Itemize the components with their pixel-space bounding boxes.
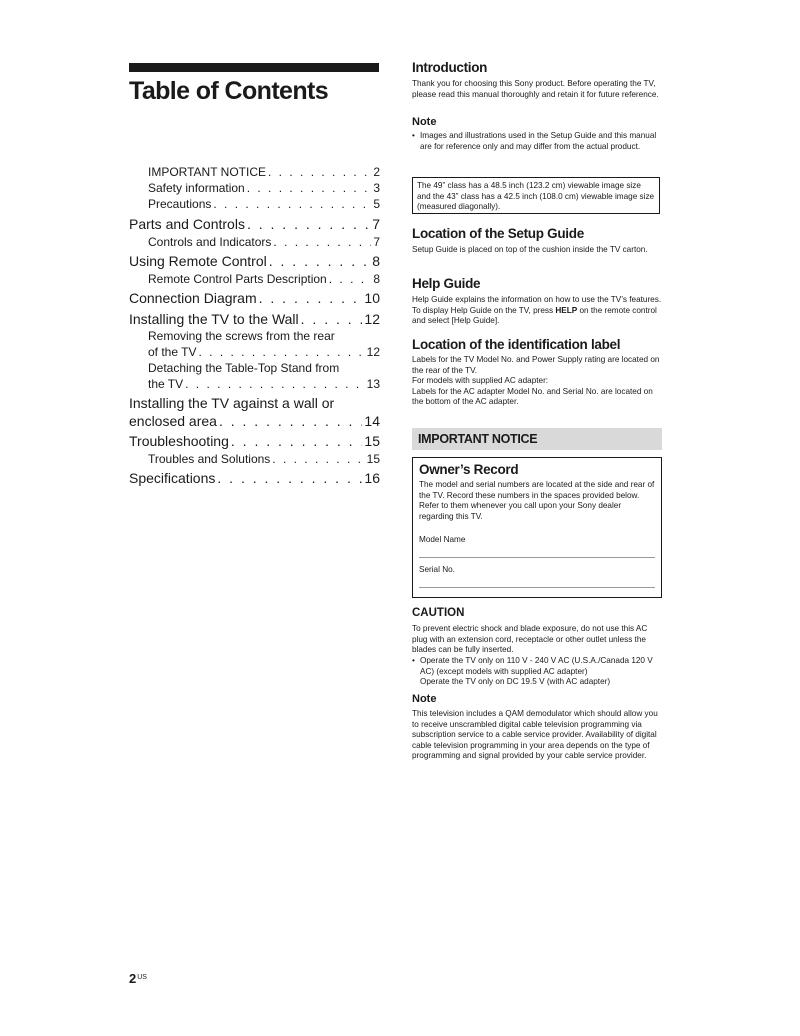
toc-entry-page: 16 — [364, 470, 380, 486]
toc-entry-page: 7 — [372, 216, 380, 232]
toc-entry-page: 10 — [364, 290, 380, 306]
toc-entry-page: 8 — [372, 253, 380, 269]
toc-entry-label: Parts and Controls — [129, 216, 245, 232]
caution-bullet — [412, 656, 664, 688]
id-label-text: Labels for the TV Model No. and Power Supply rating are located on the rear of the TV. For models with supplied AC adapter: Labels for the AC adapter Model No. and Serial No. are located on the bottom of the AC adapter. — [412, 355, 660, 407]
owners-record-box — [412, 457, 662, 598]
toc-entry-label: enclosed area — [129, 413, 217, 429]
toc-entry-page: 7 — [373, 235, 380, 249]
note2-text: This television includes a QAM demodulator which should allow you to receive unscrambled digital cable television programming via subscription service to a cable service provider. Availability of digital cable television programming in your area depends on the type of programming and signal provided by your cable service provider. — [412, 709, 658, 761]
caution-bullet-line1: • Operate the TV only on 110 V - 240 V AC (U.S.A./Canada 120 V AC) (except models with supplied AC adapter) — [420, 656, 653, 676]
toc-entry-removing-screws-line1[interactable]: Removing the screws from the rear — [148, 329, 335, 343]
toc-entry-label: Precautions — [148, 197, 212, 211]
toc-entry-page: 15 — [364, 433, 380, 449]
toc-entry-page: 5 — [373, 197, 380, 211]
toc-entry-label: Remote Control Parts Description — [148, 272, 327, 286]
toc-title: Table of Contents — [129, 77, 329, 105]
region-code: US — [137, 974, 147, 981]
id-label-heading: Location of the identification label — [412, 337, 621, 352]
toc-entry-precautions[interactable] — [148, 196, 380, 212]
help-guide-text: Help Guide explains the information on how to use the TV’s features. To display Help Guide on the TV, press HELP on the remote control and select [Help Guide]. — [412, 295, 662, 326]
setup-guide-heading: Location of the Setup Guide — [412, 226, 584, 241]
toc-entry-enclosed-area-line1[interactable]: Installing the TV against a wall or — [129, 395, 335, 411]
toc-title-bar — [129, 63, 379, 72]
model-name-label: Model Name — [419, 535, 466, 544]
toc-entry-detaching-stand-line1[interactable]: Detaching the Table-Top Stand from — [148, 361, 340, 375]
toc-entry-parts-and-controls[interactable] — [129, 216, 380, 232]
toc-entry-using-remote-control[interactable] — [129, 253, 380, 269]
owners-record-heading: Owner’s Record — [419, 462, 519, 477]
caution-heading: CAUTION — [412, 607, 465, 619]
toc-entry-troubleshooting[interactable] — [129, 433, 380, 449]
toc-entry-label: Troubles and Solutions — [148, 452, 271, 466]
toc-entry-controls-and-indicators[interactable] — [148, 234, 380, 250]
toc-entry-page: 13 — [366, 377, 380, 391]
toc-entry-label: Using Remote Control — [129, 253, 267, 269]
toc-entry-troubles-and-solutions[interactable] — [148, 451, 380, 467]
page-number: $2^{US}$ — [129, 971, 147, 986]
serial-no-label: Serial No. — [419, 565, 455, 574]
help-guide-heading: Help Guide — [412, 276, 481, 291]
toc-entry-label: of the TV — [148, 345, 197, 359]
toc-entry-label: Troubleshooting — [129, 433, 229, 449]
toc-entry-label: IMPORTANT NOTICE — [148, 165, 267, 179]
toc-entry-important-notice[interactable] — [148, 164, 380, 180]
toc-entry-label: Specifications — [129, 470, 216, 486]
caution-bullet-line2: Operate the TV only on DC 19.5 V (with AC adapter) — [420, 677, 611, 687]
toc-entry-label: the TV — [148, 377, 184, 391]
help-key-label: HELP — [555, 305, 578, 315]
toc-entry-enclosed-area[interactable] — [129, 413, 380, 429]
toc-entry-safety-information[interactable] — [148, 180, 380, 196]
viewable-size-box: The 49” class has a 48.5 inch (123.2 cm) viewable image size and the 43” class has a 42.5 inch (108.0 cm) viewable image size (measured diagonally). — [412, 177, 660, 214]
toc-entry-page: 14 — [364, 413, 380, 429]
toc-entry-page: 2 — [373, 165, 380, 179]
toc-entry-label: Installing the TV to the Wall — [129, 311, 299, 327]
toc-entry-page: 15 — [366, 452, 380, 466]
note-heading: Note — [412, 116, 437, 128]
toc-entry-label: Safety information — [148, 181, 245, 195]
toc-entry-connection-diagram[interactable] — [129, 290, 380, 306]
important-notice-title: IMPORTANT NOTICE — [418, 432, 538, 446]
note-bullet-text: Images and illustrations used in the Setup Guide and this manual are for reference only and may differ from the actual product. — [420, 131, 657, 151]
toc-entry-installing-wall[interactable] — [129, 311, 380, 327]
caution-text: To prevent electric shock and blade exposure, do not use this AC plug with an extension cord, receptacle or other outlet unless the blades can be fully inserted. — [412, 624, 648, 655]
toc-entry-page: 12 — [366, 345, 380, 359]
owners-record-text: The model and serial numbers are located at the side and rear of the TV. Record these numbers in the spaces provided below. Refer to them whenever you call upon your Sony dealer regarding this TV. — [419, 480, 655, 521]
serial-no-line[interactable] — [419, 587, 655, 588]
note2-heading: Note — [412, 693, 437, 705]
model-name-line[interactable] — [419, 557, 655, 558]
toc-entry-page: 3 — [373, 181, 380, 195]
note-bullet — [412, 131, 664, 152]
toc-entry-remote-control-parts[interactable] — [148, 271, 380, 287]
introduction-heading: Introduction — [412, 60, 488, 75]
toc-entry-page: 8 — [373, 272, 380, 286]
setup-guide-text: Setup Guide is placed on top of the cushion inside the TV carton. — [412, 245, 648, 254]
toc-entry-label: Connection Diagram — [129, 290, 257, 306]
toc-entry-removing-screws[interactable] — [148, 344, 380, 360]
toc-entry-page: 12 — [364, 311, 380, 327]
toc-entry-label: Controls and Indicators — [148, 235, 272, 249]
toc-entry-specifications[interactable] — [129, 470, 380, 486]
toc-entry-detaching-stand[interactable] — [148, 376, 380, 392]
introduction-text: Thank you for choosing this Sony product. Before operating the TV, please read this manual thoroughly and retain it for future reference. — [412, 79, 659, 99]
